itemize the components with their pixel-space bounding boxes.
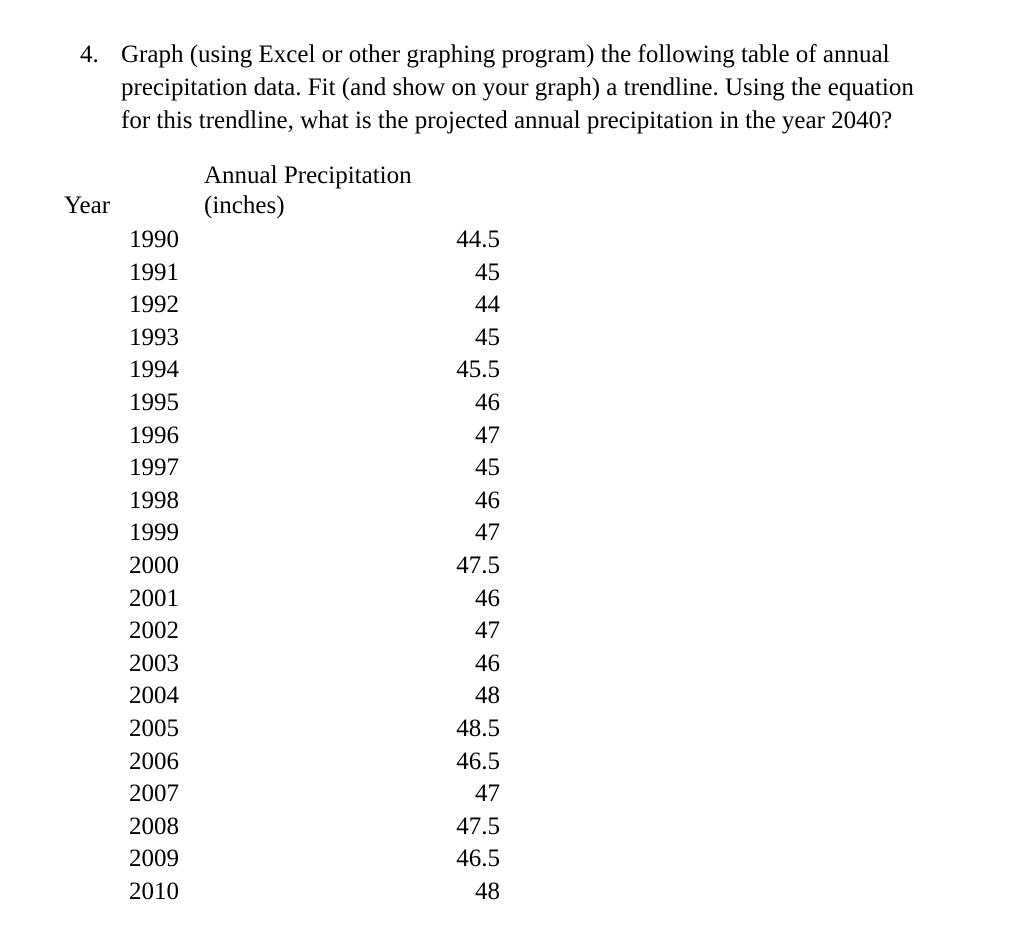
precipitation-cell: 47.5 [456, 551, 500, 579]
precipitation-cell: 44 [475, 291, 500, 319]
year-cell: 1998 [129, 486, 179, 514]
precipitation-cell: 46.5 [456, 845, 500, 873]
question-number: 4. [80, 41, 99, 68]
year-cell: 1997 [129, 454, 179, 482]
table-row [0, 518, 1024, 551]
precipitation-cell: 46 [475, 486, 500, 514]
question-line-2: precipitation data. Fit (and show on your graph) a trendline. Using the equation [121, 74, 914, 101]
year-cell: 2004 [129, 682, 179, 710]
precipitation-cell: 45 [475, 323, 500, 351]
table-row [0, 258, 1024, 291]
table-row [0, 388, 1024, 421]
question-text [121, 38, 981, 137]
precipitation-cell: 47.5 [456, 812, 500, 840]
table-row [0, 616, 1024, 649]
table-row [0, 779, 1024, 812]
table-row [0, 844, 1024, 877]
precipitation-cell: 45.5 [456, 356, 500, 384]
year-cell: 2002 [129, 617, 179, 645]
precipitation-cell: 48 [475, 682, 500, 710]
table-row [0, 812, 1024, 845]
precipitation-cell: 45 [475, 258, 500, 286]
precipitation-cell: 48.5 [456, 714, 500, 742]
table-row [0, 486, 1024, 519]
table-row [0, 681, 1024, 714]
year-cell: 2007 [129, 780, 179, 808]
table-row [0, 877, 1024, 910]
table-row [0, 323, 1024, 356]
precipitation-header-line-1: Annual Precipitation [204, 162, 412, 189]
year-cell: 1994 [129, 356, 179, 384]
precipitation-cell: 47 [475, 519, 500, 547]
year-cell: 1991 [129, 258, 179, 286]
year-cell: 1993 [129, 323, 179, 351]
year-cell: 1992 [129, 291, 179, 319]
precipitation-cell: 48 [475, 877, 500, 905]
precipitation-cell: 47 [475, 421, 500, 449]
year-cell: 2001 [129, 584, 179, 612]
year-cell: 2010 [129, 877, 179, 905]
year-cell: 1996 [129, 421, 179, 449]
year-cell: 2003 [129, 649, 179, 677]
precipitation-cell: 46 [475, 649, 500, 677]
precipitation-cell: 44.5 [456, 226, 500, 253]
precipitation-table [0, 225, 1024, 909]
question-line-1: Graph (using Excel or other graphing program) the following table of annual [121, 41, 890, 68]
table-row [0, 355, 1024, 388]
year-cell: 2009 [129, 845, 179, 873]
year-cell: 2005 [129, 714, 179, 742]
table-row [0, 551, 1024, 584]
precipitation-cell: 46 [475, 388, 500, 416]
table-row [0, 649, 1024, 682]
year-cell: 1999 [129, 519, 179, 547]
table-row [0, 453, 1024, 486]
year-cell: 2008 [129, 812, 179, 840]
table-row [0, 584, 1024, 617]
precipitation-cell: 47 [475, 617, 500, 645]
year-cell: 2006 [129, 747, 179, 775]
precipitation-cell: 46.5 [456, 747, 500, 775]
precipitation-cell: 46 [475, 584, 500, 612]
year-cell: 1995 [129, 388, 179, 416]
precipitation-cell: 47 [475, 780, 500, 808]
table-row [0, 421, 1024, 454]
year-cell: 1990 [129, 226, 179, 253]
precipitation-column-header [204, 161, 412, 221]
table-row [0, 290, 1024, 323]
question-line-3: for this trendline, what is the projected annual precipitation in the year 2040? [121, 107, 893, 134]
year-cell: 2000 [129, 551, 179, 579]
table-row [0, 714, 1024, 747]
year-column-header: Year [64, 192, 111, 219]
table-row [0, 225, 1024, 258]
table-row [0, 747, 1024, 780]
precipitation-cell: 45 [475, 454, 500, 482]
precipitation-header-line-2: (inches) [204, 192, 285, 219]
